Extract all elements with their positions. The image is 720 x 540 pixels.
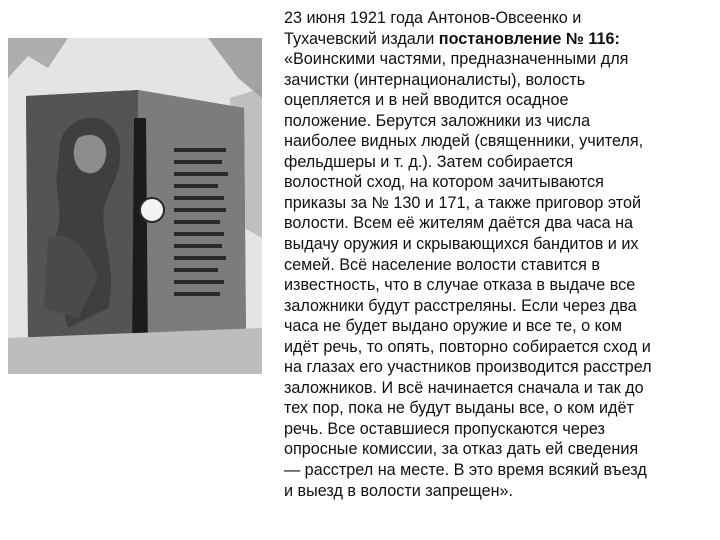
text-segment: 23 июня 1921 года Антонов-Овсеенко и <box>284 9 582 27</box>
text-line <box>284 398 708 419</box>
text-segment: «Воинскими частями, предназначенными для <box>284 50 629 69</box>
text-segment: приказы за № 130 и 171, а также приговор этой <box>284 193 642 212</box>
text-segment: часа не будет выдано оружие и все те, о ком <box>284 317 623 336</box>
text-segment: оцепляется и в ней вводится осадное <box>284 91 569 110</box>
text-segment: положение. Берутся заложники из числа <box>284 111 591 130</box>
text-segment: опросные комиссии, за отказ дать ей сведения <box>284 440 639 459</box>
text-segment: заложников. И всё начинается сначала и так до <box>284 378 644 397</box>
text-segment: фельдшеры и т. д.). Затем собирается <box>284 152 574 171</box>
memorial-photo <box>8 38 262 374</box>
decree-text <box>284 8 708 501</box>
text-line <box>284 255 708 276</box>
text-segment: волостной сход, на котором зачитываются <box>284 173 604 192</box>
text-line <box>284 213 708 234</box>
text-segment: речь. Все оставшиеся пропускаются через <box>284 419 605 438</box>
text-line <box>284 357 708 378</box>
memorial-photo-icon <box>8 38 262 374</box>
bold-text-segment: постановление № 116: <box>438 29 620 48</box>
text-line <box>284 460 708 481</box>
text-line <box>284 70 708 91</box>
text-segment: Тухачевский издали <box>284 29 439 48</box>
text-line <box>284 439 708 460</box>
text-line <box>284 152 708 173</box>
text-segment: наиболее видных людей (священники, учителя, <box>284 132 644 151</box>
text-line <box>284 378 708 399</box>
text-line <box>284 234 708 255</box>
text-segment: семей. Всё население волости ставится в <box>284 255 600 274</box>
text-line <box>284 131 708 152</box>
text-line <box>284 481 708 502</box>
text-segment: идёт речь, то опять, повторно собирается сход и <box>284 337 651 356</box>
text-line <box>284 29 708 50</box>
text-segment: на глазах его участников производится расстрел <box>284 358 652 377</box>
text-line <box>284 8 708 29</box>
text-segment: известность, что в случае отказа в выдаче все <box>284 276 636 295</box>
text-segment: выдачу оружия и скрывающихся бандитов и их <box>284 235 639 254</box>
text-segment: — расстрел на месте. В это время всякий въезд <box>284 461 647 480</box>
text-line <box>284 275 708 296</box>
text-segment: заложники будут расстреляны. Если через два <box>284 296 637 315</box>
text-line <box>284 111 708 132</box>
text-segment: и выезд в волости запрещен». <box>284 481 514 500</box>
text-line <box>284 316 708 337</box>
text-line <box>284 172 708 193</box>
text-segment: зачистки (интернационалисты), волость <box>284 70 586 89</box>
text-segment: тех пор, пока не будут выданы все, о ком идёт <box>284 399 634 418</box>
text-line <box>284 193 708 214</box>
text-line <box>284 90 708 111</box>
text-line <box>284 337 708 358</box>
text-line <box>284 419 708 440</box>
text-line <box>284 296 708 317</box>
text-segment: волости. Всем её жителям даётся два часа на <box>284 214 634 233</box>
text-line <box>284 49 708 70</box>
